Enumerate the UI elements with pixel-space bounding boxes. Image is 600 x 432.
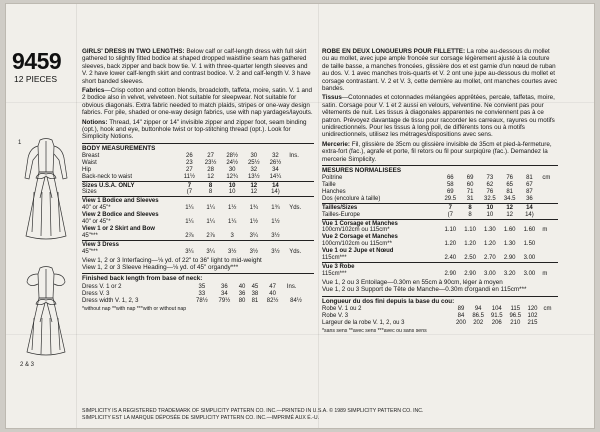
row-label: 115cm*** — [322, 255, 347, 262]
cell-value: 14¼ — [269, 173, 282, 180]
cell-value: 1¼ — [206, 219, 215, 226]
cell-value: 210 — [510, 319, 521, 326]
finished-length-title-en: Finished back length from base of neck: — [82, 275, 203, 283]
cell-value: 8 — [468, 204, 472, 211]
cell-value: 79½ — [218, 297, 231, 304]
cell-unit — [286, 183, 314, 190]
cell-value: 87 — [526, 188, 533, 195]
cell-value: 76 — [506, 175, 513, 182]
cell-unit — [286, 167, 314, 174]
piece-count: 12 PIECES — [14, 74, 57, 84]
cell-value: 33 — [198, 290, 206, 297]
cell-unit — [540, 320, 558, 327]
finished-length-row — [322, 313, 558, 320]
finished-length-table-fr — [322, 306, 558, 327]
cell-value: 58 — [446, 182, 454, 188]
body-measurement-row — [82, 167, 314, 174]
body-measurements-title-en: BODY MEASUREMENTS — [82, 143, 314, 152]
cell-value: 202 — [473, 319, 484, 326]
sleeve-heading-en: View 1, 2 or 3 Sleeve Heading—⅛ yd. of 45" organdy*** — [82, 263, 239, 271]
cell-value: 69 — [466, 175, 474, 182]
cell-value: 10 — [486, 204, 494, 211]
cell-value: 2.70 — [484, 255, 496, 262]
cell-unit: m — [542, 270, 548, 277]
cell-value: 1½ — [271, 219, 280, 226]
cell-value: 67 — [526, 182, 533, 188]
cell-value: 1.60 — [523, 227, 536, 234]
measurements-table-en — [82, 153, 314, 256]
cell-value: 27 — [186, 166, 193, 173]
cell-value: 36 — [221, 283, 228, 290]
cell-value: 1½ — [249, 219, 258, 226]
cell-value: 35 — [198, 283, 206, 290]
cell-value: 8 — [208, 182, 213, 189]
cell-value: 34 — [272, 166, 279, 173]
cell-value: 91.5 — [490, 312, 503, 319]
row-label: Largeur de la robe V. 1, 2, ou 3 — [322, 319, 405, 326]
section-title-row — [322, 221, 558, 228]
figure-label-2-3: 2 & 3 — [20, 362, 35, 368]
section-title-row — [322, 264, 558, 271]
cell-value: 28 — [207, 166, 214, 173]
body-measurement-row — [322, 182, 558, 189]
row-label: Tailles/Sizes — [322, 204, 358, 211]
cell-unit — [539, 196, 558, 203]
yardage-row — [322, 241, 558, 248]
cell-value: 23½ — [204, 159, 217, 166]
cell-unit — [539, 182, 558, 189]
row-label: Hanches — [322, 188, 346, 195]
cell-value: 3.00 — [523, 255, 536, 262]
cell-unit — [539, 241, 558, 248]
section-title-row — [82, 198, 314, 205]
cell-value: 31 — [466, 195, 474, 202]
cell-value: 206 — [491, 319, 502, 326]
cell-value: 3½ — [228, 248, 237, 255]
cell-value: 60 — [466, 182, 474, 188]
cell-unit — [539, 255, 558, 262]
cell-value: 3½ — [271, 232, 280, 239]
cell-value: 1½ — [228, 205, 237, 212]
row-label: Robe V. 3 — [322, 312, 349, 319]
cell-unit: Yds. — [289, 205, 302, 212]
cell-value: 1.30 — [484, 227, 496, 234]
row-label: Hip — [82, 166, 92, 173]
yardage-row — [322, 255, 558, 262]
cell-value: 1¼ — [228, 219, 237, 226]
cell-value: 1.10 — [464, 227, 476, 234]
footer-trademark-fr: SIMPLICITY EST LA MARQUE DÉPOSÉE DE SIMPLICITY PATTERN CO. INC.—IMPRIMÉ AUX É.-U. — [82, 415, 320, 421]
cell-value: 12 — [250, 189, 258, 196]
yardage-row — [82, 233, 314, 240]
row-label: Robe V. 1 ou 2 — [322, 306, 362, 312]
cell-value: 27 — [207, 152, 214, 159]
cell-unit: cm — [543, 306, 552, 312]
cell-unit: Yds. — [289, 248, 302, 255]
cell-value: 215 — [527, 319, 538, 326]
cell-value: 81 — [251, 297, 259, 304]
row-label: Dos (encolure à taille) — [322, 195, 381, 202]
row-label: 45"*** — [82, 232, 98, 239]
cell-value: 36 — [238, 290, 246, 297]
cell-unit — [286, 174, 314, 181]
cell-value: 34.5 — [503, 195, 516, 202]
sizes-europe-row — [82, 189, 314, 196]
interfacing-fr: Vue 1, 2 ou 3 Entoilage—0.30m en 55cm à 90cm, léger à moyen — [322, 278, 503, 286]
sizes-row — [82, 183, 314, 190]
cell-value: 65 — [506, 182, 513, 188]
finished-length-row — [322, 306, 558, 313]
cell-value: 3¼ — [185, 248, 194, 255]
cell-unit — [286, 160, 314, 167]
cell-value: (7 — [186, 189, 193, 196]
cell-value: 1.60 — [503, 227, 516, 234]
body-measurement-row — [82, 153, 314, 160]
cell-value: 47 — [269, 283, 276, 290]
cell-unit: cm — [542, 175, 551, 182]
cell-value: 1¼ — [185, 219, 194, 226]
footnote-fr: *sans sens **avec sens ***avec ou sans sens — [322, 327, 427, 334]
cell-value: 14 — [526, 204, 533, 211]
cell-value: 29.5 — [444, 195, 457, 202]
cell-unit — [286, 219, 314, 226]
cell-value: 82½ — [266, 297, 279, 304]
pattern-envelope-back — [6, 4, 594, 428]
cell-value: 11½ — [183, 173, 196, 180]
body-measurement-row — [322, 189, 558, 196]
cell-unit — [308, 298, 314, 305]
cell-value: 8 — [468, 211, 472, 218]
row-label: 45"*** — [82, 248, 98, 255]
footnote-en: *without nap **with nap ***with or without nap — [82, 305, 187, 312]
footer-trademark-en: SIMPLICITY IS A REGISTERED TRADEMARK OF SIMPLICITY PATTERN CO. INC.—PRINTED IN U.S.A. © 1989 SIMPLICITY PATTERN CO. INC. — [82, 408, 424, 414]
cell-value: 7 — [448, 204, 452, 211]
heading-en: GIRLS' DRESS IN TWO LENGTHS: — [82, 48, 185, 55]
cell-unit — [539, 205, 558, 212]
cell-value: 32 — [272, 152, 279, 159]
cell-value: 1¼ — [206, 205, 215, 212]
row-label: Breast — [82, 152, 100, 159]
cell-value: 1.50 — [523, 241, 536, 248]
cell-value: 80 — [238, 297, 246, 304]
cell-unit: Ins. — [286, 283, 297, 290]
cell-unit — [286, 233, 314, 240]
description-en: GIRLS' DRESS IN TWO LENGTHS: Below calf or calf-length dress with full skirt gathered to slightly fitted bodice at shaped dropped waistline seam has gathered sleeves, back zipper and back bow tie. V. 1 with three-quarter length sleeves and V. 2 have lower calf-length skirt and contrast bodice. V. 2 and calf-length V. 3 have short banded sleeves. — [82, 48, 311, 85]
section-title: Vue 1 ou 2 Jupe et Nœud — [322, 248, 394, 255]
english-column — [82, 48, 314, 313]
section-title-row — [82, 242, 314, 249]
section-title: View 2 Bodice and Sleeves — [82, 212, 159, 219]
section-title-row — [82, 212, 314, 219]
cell-value: 62 — [486, 182, 494, 188]
section-title-row — [322, 248, 558, 255]
finished-length-row — [82, 291, 314, 298]
cell-value: 2.50 — [464, 255, 476, 262]
yardage-row — [82, 205, 314, 212]
cell-value: 102 — [527, 312, 538, 319]
cell-value: 32.5 — [484, 195, 496, 202]
cell-value: 76 — [486, 188, 494, 195]
cell-value: 2.90 — [444, 270, 457, 277]
cell-value: 115 — [510, 306, 521, 312]
sleeve-heading-fr: Vue 1, 2 ou 3 Support de Tête de Manche—0.30m d'organdi en 115cm*** — [322, 286, 527, 294]
cell-value: 3¼ — [206, 248, 215, 255]
interfacing-en: View 1, 2 or 3 Interfacing—⅛ yd. of 22" to 36" light to mid-weight — [82, 256, 262, 264]
cell-value: 2⅞ — [206, 232, 215, 239]
body-measurements-title-fr: MESURES NORMALISEES — [322, 165, 558, 174]
cell-value: 1¾ — [249, 205, 258, 212]
figure-label-1: 1 — [18, 140, 22, 146]
cell-value: 14) — [525, 211, 534, 218]
cell-value: 24½ — [226, 159, 239, 166]
row-label: Taille — [322, 182, 336, 188]
finished-length-title-fr: Longueur du dos fini depuis la base du cou: — [322, 297, 455, 305]
cell-value: 3½ — [249, 248, 258, 255]
yardage-row — [322, 227, 558, 234]
cell-value: 12 — [250, 182, 258, 189]
row-label: Back-neck to waist — [82, 173, 133, 180]
finished-length-row — [82, 298, 314, 305]
yardage-row — [322, 271, 558, 278]
row-label: 100cm/102cm ou 115cm* — [322, 227, 390, 234]
cell-value: 34 — [221, 290, 228, 297]
fabrics-en: Fabrics—Crisp cotton and cotton blends, broadcloth, taffeta, moire, satin. V. 1 and 2 bodice also in velvet, velveteen. Not suitable for sleepwear. Not suitable for obvious diagonals. Extra fabric needed to match plaids, stripes or one-way design fabrics. For pile, shaded or one-way design fabrics, use with nap yardages/layouts. — [82, 87, 313, 117]
cell-value: 3¼ — [249, 232, 258, 239]
row-label: Sizes U.S.A. ONLY — [82, 182, 135, 189]
row-label: Tailles-Europe — [322, 211, 361, 218]
section-title: View 3 Dress — [82, 241, 119, 248]
cell-value: 71 — [466, 188, 474, 195]
body-measurement-row — [322, 175, 558, 182]
cell-value: 8 — [208, 189, 213, 196]
cell-value: 1¾ — [271, 205, 280, 212]
cell-value: 7 — [187, 182, 192, 189]
cell-value: 40 — [269, 290, 276, 297]
cell-value: 26 — [186, 152, 193, 159]
cell-unit — [539, 189, 558, 196]
row-label: 115cm*** — [322, 270, 347, 277]
fold-line — [76, 4, 77, 428]
cell-value: 3½ — [271, 248, 280, 255]
section-title-row — [82, 226, 314, 233]
description-fr: ROBE EN DEUX LONGUEURS POUR FILLETTE: La robe au-dessous du mollet ou au mollet, avec jupe ample froncée sur corsage légèrement ajusté à la couture de taille basse, a manches froncées, glissière dos et est garnie d'un nœud de ruban au dos. V. 1 avec manches trois-quarts et V. 2 ont une jupe au-dessous du mollet et corsage contrastant. V. 2 et V. 3, cette dernière au mollet, ont manches courtes avec bandes. — [322, 48, 558, 93]
cell-value: 96.5 — [509, 312, 522, 319]
cell-value: 200 — [455, 319, 466, 326]
body-measurement-row — [82, 174, 314, 181]
cell-value: 10 — [228, 182, 236, 189]
cell-value: 86.5 — [472, 312, 485, 319]
cell-value: 69 — [446, 188, 454, 195]
yardage-row — [82, 219, 314, 226]
section-title: View 1 Bodice and Sleeves — [82, 198, 159, 205]
cell-value: 12 — [506, 204, 513, 211]
finished-length-row — [322, 320, 558, 327]
cell-value: (7 — [447, 211, 453, 218]
measurements-table-fr — [322, 175, 558, 278]
cell-value: 1¼ — [185, 205, 194, 212]
cell-value: 36 — [526, 195, 533, 202]
cell-value: 13½ — [247, 173, 260, 180]
section-title: Vue 2 Corsage et Manches — [322, 234, 398, 241]
cell-value: 32 — [250, 166, 258, 173]
cell-value: 38 — [251, 290, 259, 297]
cell-value: 81 — [506, 188, 513, 195]
cell-value: 1.20 — [464, 241, 476, 248]
cell-value: 28½ — [226, 152, 239, 159]
section-title: Vue 1 Corsage et Manches — [322, 220, 398, 227]
cell-value: 84 — [457, 312, 465, 319]
cell-value: 89 — [457, 306, 465, 312]
cell-value: 1.30 — [503, 241, 516, 248]
dress-back-view-2-3-illustration — [16, 260, 76, 372]
cell-value: 12 — [506, 211, 513, 218]
notions-fr: Mercerie: Fil, glissière de 35cm ou glissière invisible de 35cm et pied-à-fermeture, extra-fort (fac.), agrafe et porte, fil retors ou fil pour surpiqûre (fac.). Demandez la mercerie Simplicity. — [322, 140, 552, 163]
notions-en: Notions: Thread, 14" zipper or 14" invisible zipper and zipper foot, seam binding (opt.), hook and eye, buttonhole twist or top-stitching thread (opt.). Look for Simplicity Notions. — [82, 118, 307, 141]
cell-value: 10 — [228, 189, 236, 196]
cell-value: 3 — [230, 232, 234, 239]
row-label: Dress width V. 1, 2, 3 — [82, 297, 139, 304]
row-label: Waist — [82, 159, 97, 166]
cell-value: 2.90 — [503, 255, 516, 262]
cell-unit — [540, 313, 558, 320]
cell-value: 84½ — [290, 297, 302, 304]
section-title: View 1 or 2 Skirt and Bow — [82, 225, 155, 232]
cell-value: 73 — [486, 175, 494, 182]
cell-value: 26½ — [269, 159, 282, 166]
cell-value: 3.20 — [503, 270, 516, 277]
cell-unit: m — [542, 227, 548, 234]
cell-value: 3.00 — [523, 270, 536, 277]
yardage-row — [82, 249, 314, 256]
cell-value: 23 — [186, 159, 193, 166]
cell-value: 94 — [474, 306, 482, 312]
heading-fr: ROBE EN DEUX LONGUEURS POUR FILLETTE: — [322, 48, 466, 55]
cell-value: 12¾ — [226, 173, 239, 180]
dress-back-view-1-illustration — [16, 132, 76, 252]
row-label: Poitrine — [322, 175, 343, 182]
cell-value: 3.00 — [484, 270, 496, 277]
finished-length-table-en — [82, 284, 314, 305]
row-label: Dress V. 1 or 2 — [82, 283, 122, 290]
cell-value: 1.20 — [484, 241, 496, 248]
cell-value: 78½ — [196, 297, 208, 304]
cell-value: 14 — [272, 182, 279, 189]
row-label: Dress V. 3 — [82, 290, 110, 297]
cell-unit — [284, 291, 308, 298]
row-label: 40" or 45"* — [82, 219, 111, 226]
cell-value: 14) — [271, 189, 280, 196]
sizes-europe-row — [322, 212, 558, 219]
french-column — [322, 48, 558, 335]
cell-unit — [539, 212, 558, 219]
finished-length-row — [82, 284, 314, 291]
pattern-number: 9459 — [12, 48, 62, 74]
row-label: 40" or 45"* — [82, 205, 111, 212]
fold-line — [318, 4, 319, 428]
body-measurement-row — [82, 160, 314, 167]
cell-value: 30 — [228, 166, 236, 173]
cell-value: 104 — [491, 306, 502, 312]
cell-value: 2.90 — [464, 270, 476, 277]
cell-unit — [286, 189, 314, 196]
cell-value: 40 — [238, 283, 246, 290]
cell-value: 120 — [527, 306, 538, 312]
cell-value: 1.10 — [444, 227, 457, 234]
cell-value: 81 — [526, 175, 533, 182]
cell-value: 45 — [251, 283, 259, 290]
row-label: Sizes — [82, 189, 97, 196]
cell-value: 12 — [207, 173, 214, 180]
cell-unit: Ins. — [289, 152, 299, 159]
section-title: Vue 3 Robe — [322, 263, 355, 270]
cell-value: 2⅞ — [185, 232, 194, 239]
fabrics-fr: Tissus—Cotonnades et cotonnades mélangées apprêtées, percale, taffetas, moire, satin. Corsage pour V. 1 et 2 aussi en velours, velventine. Ne convient pas pour vêtements de nuit. Les tissus à diagonales apparentes ne conviennent pas à ce patron. Prévoyez davantage de tissu pour raccorder les carreaux, rayures ou motifs unidirectionnels. Pour les tissus à long poil, de différents tons ou à motifs unidirectionnels, utilisez les métrages/dispositions avec sens. — [322, 94, 555, 139]
cell-value: 66 — [446, 175, 454, 182]
row-label: 100cm/102cm ou 115cm** — [322, 241, 392, 248]
cell-value: 10 — [486, 211, 494, 218]
cell-value: 2.40 — [444, 255, 457, 262]
cell-value: 1.20 — [444, 241, 457, 248]
sizes-row — [322, 205, 558, 212]
section-title-row — [322, 234, 558, 241]
cell-value: 25½ — [247, 159, 260, 166]
cell-value: 30 — [250, 152, 258, 159]
body-measurement-row — [322, 196, 558, 203]
